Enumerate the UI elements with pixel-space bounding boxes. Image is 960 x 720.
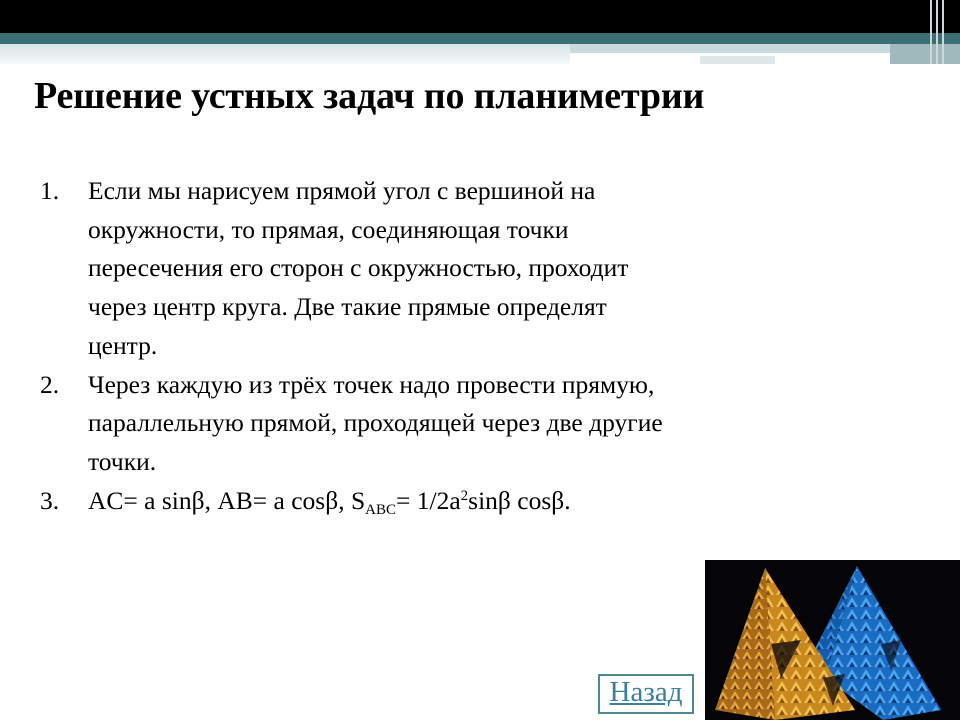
slide-title: Решение устных задач по планиметрии [34, 75, 705, 117]
pyramids-illustration [705, 560, 960, 720]
header-accent-bar [700, 56, 775, 64]
list-item [40, 172, 680, 366]
formula-part: AC= a sinβ, AB= a cosβ, S [88, 485, 366, 515]
formula [88, 485, 571, 518]
formula-superscript: 2 [460, 487, 469, 504]
back-button[interactable]: Назад [598, 674, 694, 714]
header-teal-band [0, 33, 960, 44]
sierpinski-pyramids-image [705, 560, 960, 720]
list-item [40, 482, 680, 521]
header-decor-lines [930, 0, 948, 64]
item-number: 1. [40, 176, 60, 205]
item-number: 3. [40, 485, 60, 515]
list-item [40, 366, 680, 482]
answers-list [40, 172, 680, 520]
header-accent-bar [570, 44, 890, 53]
header-black-band [0, 0, 960, 33]
item-text: Если мы нарисуем прямой угол с вершиной на окружности, то прямая, соединяющая точки пересечения его сторон с окружностью, проходит через центр круга. Две такие прямые определят центр. [88, 176, 629, 360]
item-text: Через каждую из трёх точек надо провести прямую, параллельную прямой, проходящей через две другие точки. [88, 369, 663, 476]
formula-subscript: ABC [365, 501, 396, 518]
item-number: 2. [40, 369, 60, 399]
orange-pyramid-face [715, 568, 775, 720]
header-accent-bar [890, 44, 960, 64]
formula-part: = 1/2a [395, 485, 461, 515]
formula-part: sinβ cosβ. [468, 485, 571, 515]
header-accent-bar [0, 44, 570, 64]
